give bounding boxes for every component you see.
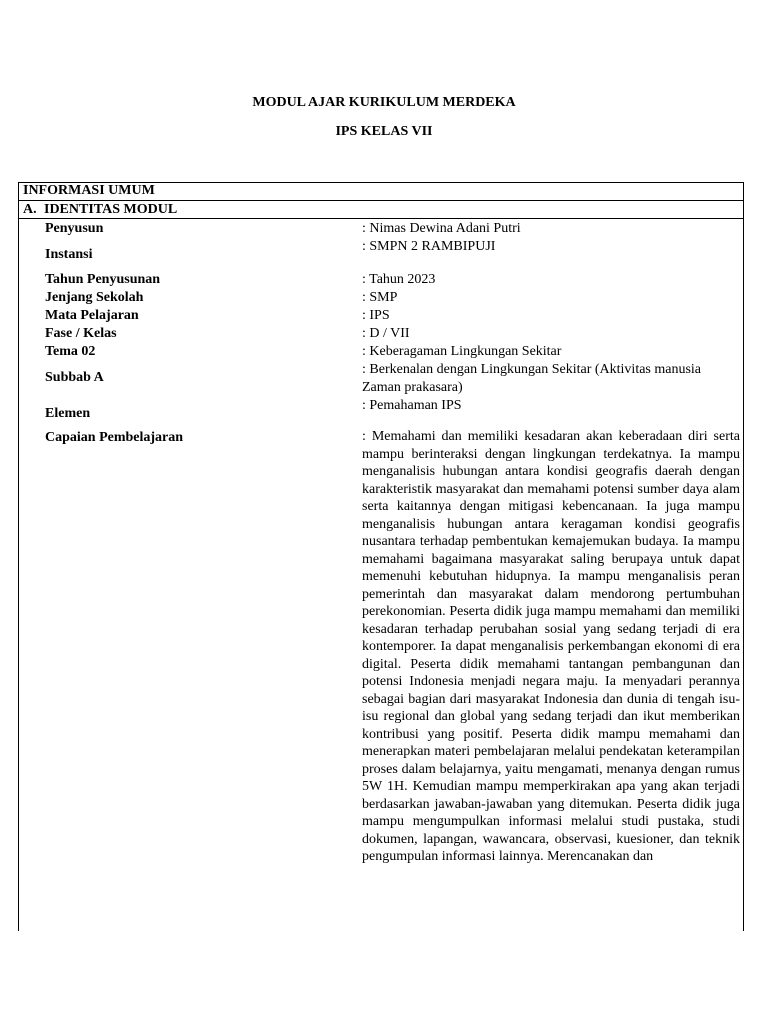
subsection-number: A.: [23, 202, 37, 217]
value-jenjang-sekolah: : SMP: [362, 290, 398, 305]
label-jenjang-sekolah: Jenjang Sekolah: [45, 290, 144, 305]
value-fase-kelas: : D / VII: [362, 326, 410, 341]
value-mata-pelajaran: : IPS: [362, 308, 390, 323]
label-mata-pelajaran: Mata Pelajaran: [45, 308, 139, 323]
label-capaian-pembelajaran: Capaian Pembelajaran: [45, 430, 184, 445]
label-subbab: Subbab A: [45, 370, 104, 385]
value-tahun-penyusunan: : Tahun 2023: [362, 272, 436, 287]
label-elemen: Elemen: [45, 406, 91, 421]
document-subtitle: IPS KELAS VII: [335, 124, 433, 139]
value-tema: : Keberagaman Lingkungan Sekitar: [362, 344, 562, 359]
value-elemen: : Pemahaman IPS: [362, 398, 462, 413]
value-subbab: : Berkenalan dengan Lingkungan Sekitar (Aktivitas manusia Zaman prakasara): [362, 362, 702, 395]
label-penyusun: Penyusun: [45, 221, 104, 236]
value-penyusun: : Nimas Dewina Adani Putri: [362, 221, 521, 236]
document-title: MODUL AJAR KURIKULUM MERDEKA: [252, 95, 516, 110]
label-tema: Tema 02: [45, 344, 96, 359]
subsection-title: IDENTITAS MODUL: [44, 202, 178, 217]
subsection-header-row: [18, 200, 744, 219]
value-instansi: : SMPN 2 RAMBIPUJI: [362, 239, 496, 254]
value-capaian-pembelajaran: : Memahami dan memiliki kesadaran akan keberadaan diri serta mampu berinteraksi dengan lingkungan terdekatnya. Ia mampu menganalisis hubungan antara kondisi geografis daerah dengan karakteristik masyarakat dan memahami potensi sumber daya alam serta kaitannya dengan mitigasi kebencanaan. Ia juga mampu menganalisis hubungan antara keragaman kondisi geografis nusantara terhadap pembentukan kemajemukan budaya. Ia mampu memahami bagaimana masyarakat saling berupaya untuk dapat memenuhi kebutuhan hidupnya. Ia mampu menganalisis peran pemerintah dan masyarakat dalam mendorong pertumbuhan perekonomian. Peserta didik juga mampu memahami dan memiliki kesadaran terhadap perubahan sosial yang sedang terjadi di era kontemporer. Ia dapat menganalisis perkembangan ekonomi di era digital. Peserta didik memahami tantangan pembangunan dan potensi Indonesia menjadi negara maju. Ia menyadari perannya sebagai bagian dari masyarakat Indonesia dan dunia di tengah isu-isu regional dan global yang sedang terjadi dan ikut memberikan kontribusi yang positif. Peserta didik mampu memahami dan menerapkan materi pembelajaran melalui pendekatan keterampilan proses dalam belajarnya, yaitu mengamati, menanya dengan rumus 5W 1H. Kemudian mampu memperkirakan apa yang akan terjadi berdasarkan jawaban-jawaban yang ditemukan. Peserta didik juga mampu mengumpulkan informasi melalui studi pustaka, studi dokumen, lapangan, wawancara, observasi, kuesioner, dan teknik pengumpulan informasi lainnya. Merencanakan dan: [362, 429, 740, 864]
section-header: INFORMASI UMUM: [23, 183, 155, 198]
label-tahun-penyusunan: Tahun Penyusunan: [45, 272, 161, 287]
label-instansi: Instansi: [45, 247, 93, 262]
label-fase-kelas: Fase / Kelas: [45, 326, 117, 341]
section-header-row: [18, 182, 744, 201]
